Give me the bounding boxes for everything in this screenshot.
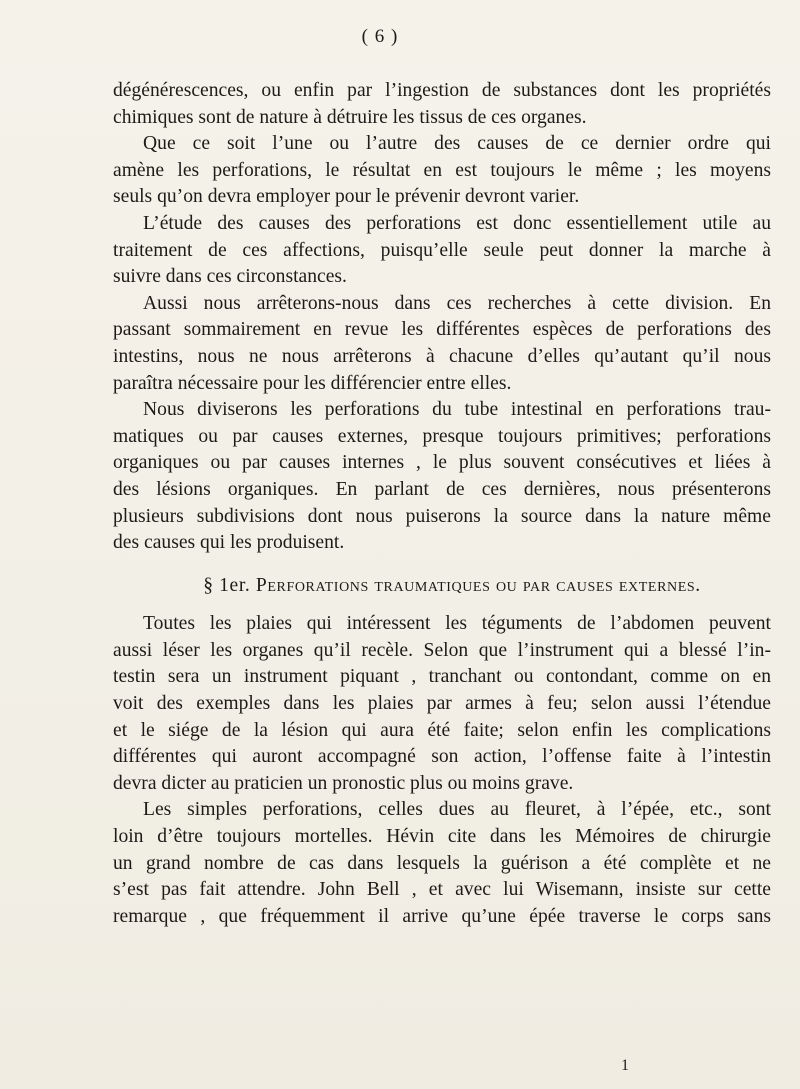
text-line: loin d’être toujours mortelles. Hévin cite dans les Mémoires de chirurgie [113,826,771,848]
text-line: des lésions organiques. En parlant de ces dernières, nous présenterons [113,478,771,500]
text-line: devra dicter au praticien un pronostic plus ou moins grave. [113,772,574,794]
signature-mark: 1 [621,1057,629,1074]
text-line: testin sera un instrument piquant , tranchant ou contondant, comme on en [113,666,771,688]
paragraph [113,291,771,397]
text-line: dégénérescences, ou enfin par l’ingestion de substances dont les propriétés [113,80,771,101]
text-line: et le siége de la lésion qui aura été faite; selon enfin les complications [113,719,771,741]
paragraph [113,611,771,797]
body-text [113,78,771,930]
text-line: paraîtra nécessaire pour les différencier entre elles. [113,372,512,394]
text-line: intestins, nous ne nous arrêterons à chacune d’elles qu’autant qu’il nous [113,345,771,367]
text-line: s’est pas fait attendre. John Bell , et avec lui Wisemann, insiste sur cette [113,879,771,901]
text-line: matiques ou par causes externes, presque toujours primitives; perforations [113,425,771,447]
text-line: amène les perforations, le résultat en est toujours le même ; les moyens [113,159,771,181]
section-symbol: § [203,574,214,596]
text-line: des causes qui les produisent. [113,532,345,554]
text-line: traitement de ces affections, puisqu’elle seule peut donner la marche à [113,239,771,261]
text-line: remarque , que fréquemment il arrive qu’une épée traverse le corps sans [113,905,771,927]
text-line: voit des exemples dans les plaies par armes à feu; selon aussi l’étendue [113,693,771,715]
text-line: aussi léser les organes qu’il recèle. Selon que l’instrument qui a blessé l’in- [113,639,771,661]
text-line: seuls qu’on devra employer pour le prévenir devront varier. [113,186,580,208]
text-line: différentes qui auront accompagné son action, l’offense faite à l’intestin [113,746,771,768]
text-line: Aussi nous arrêterons-nous dans ces recherches à cette division. En [143,292,771,314]
text-line: un grand nombre de cas dans lesquels la guérison a été complète et ne [113,852,771,874]
paragraph [113,397,771,557]
section-title: Perforations traumatiques ou par causes externes. [255,574,701,596]
text-line: organiques ou par causes internes , le plus souvent consécutives et liées à [113,452,771,474]
text-line: L’étude des causes des perforations est donc essentiellement utile au [143,212,771,234]
text-line: chimiques sont de nature à détruire les tissus de ces organes. [113,106,587,128]
page-number: ( 6 ) [361,26,399,47]
section-number: 1er. [219,574,251,596]
section-heading [113,573,771,600]
paragraph [113,211,771,291]
text-line: plusieurs subdivisions dont nous puiserons la source dans la nature même [113,505,771,527]
paragraph [113,131,771,211]
text-line: Nous diviserons les perforations du tube intestinal en perforations trau- [143,399,771,421]
text-line: suivre dans ces circonstances. [113,266,347,288]
paragraph [113,797,771,930]
text-line: Les simples perforations, celles dues au fleuret, à l’épée, etc., sont [143,799,771,821]
paragraph [113,78,771,131]
text-line: Que ce soit l’une ou l’autre des causes de ce dernier ordre qui [143,133,771,155]
text-line: Toutes les plaies qui intéressent les téguments de l’abdomen peuvent [143,613,771,635]
text-line: passant sommairement en revue les différentes espèces de perforations des [113,319,771,341]
